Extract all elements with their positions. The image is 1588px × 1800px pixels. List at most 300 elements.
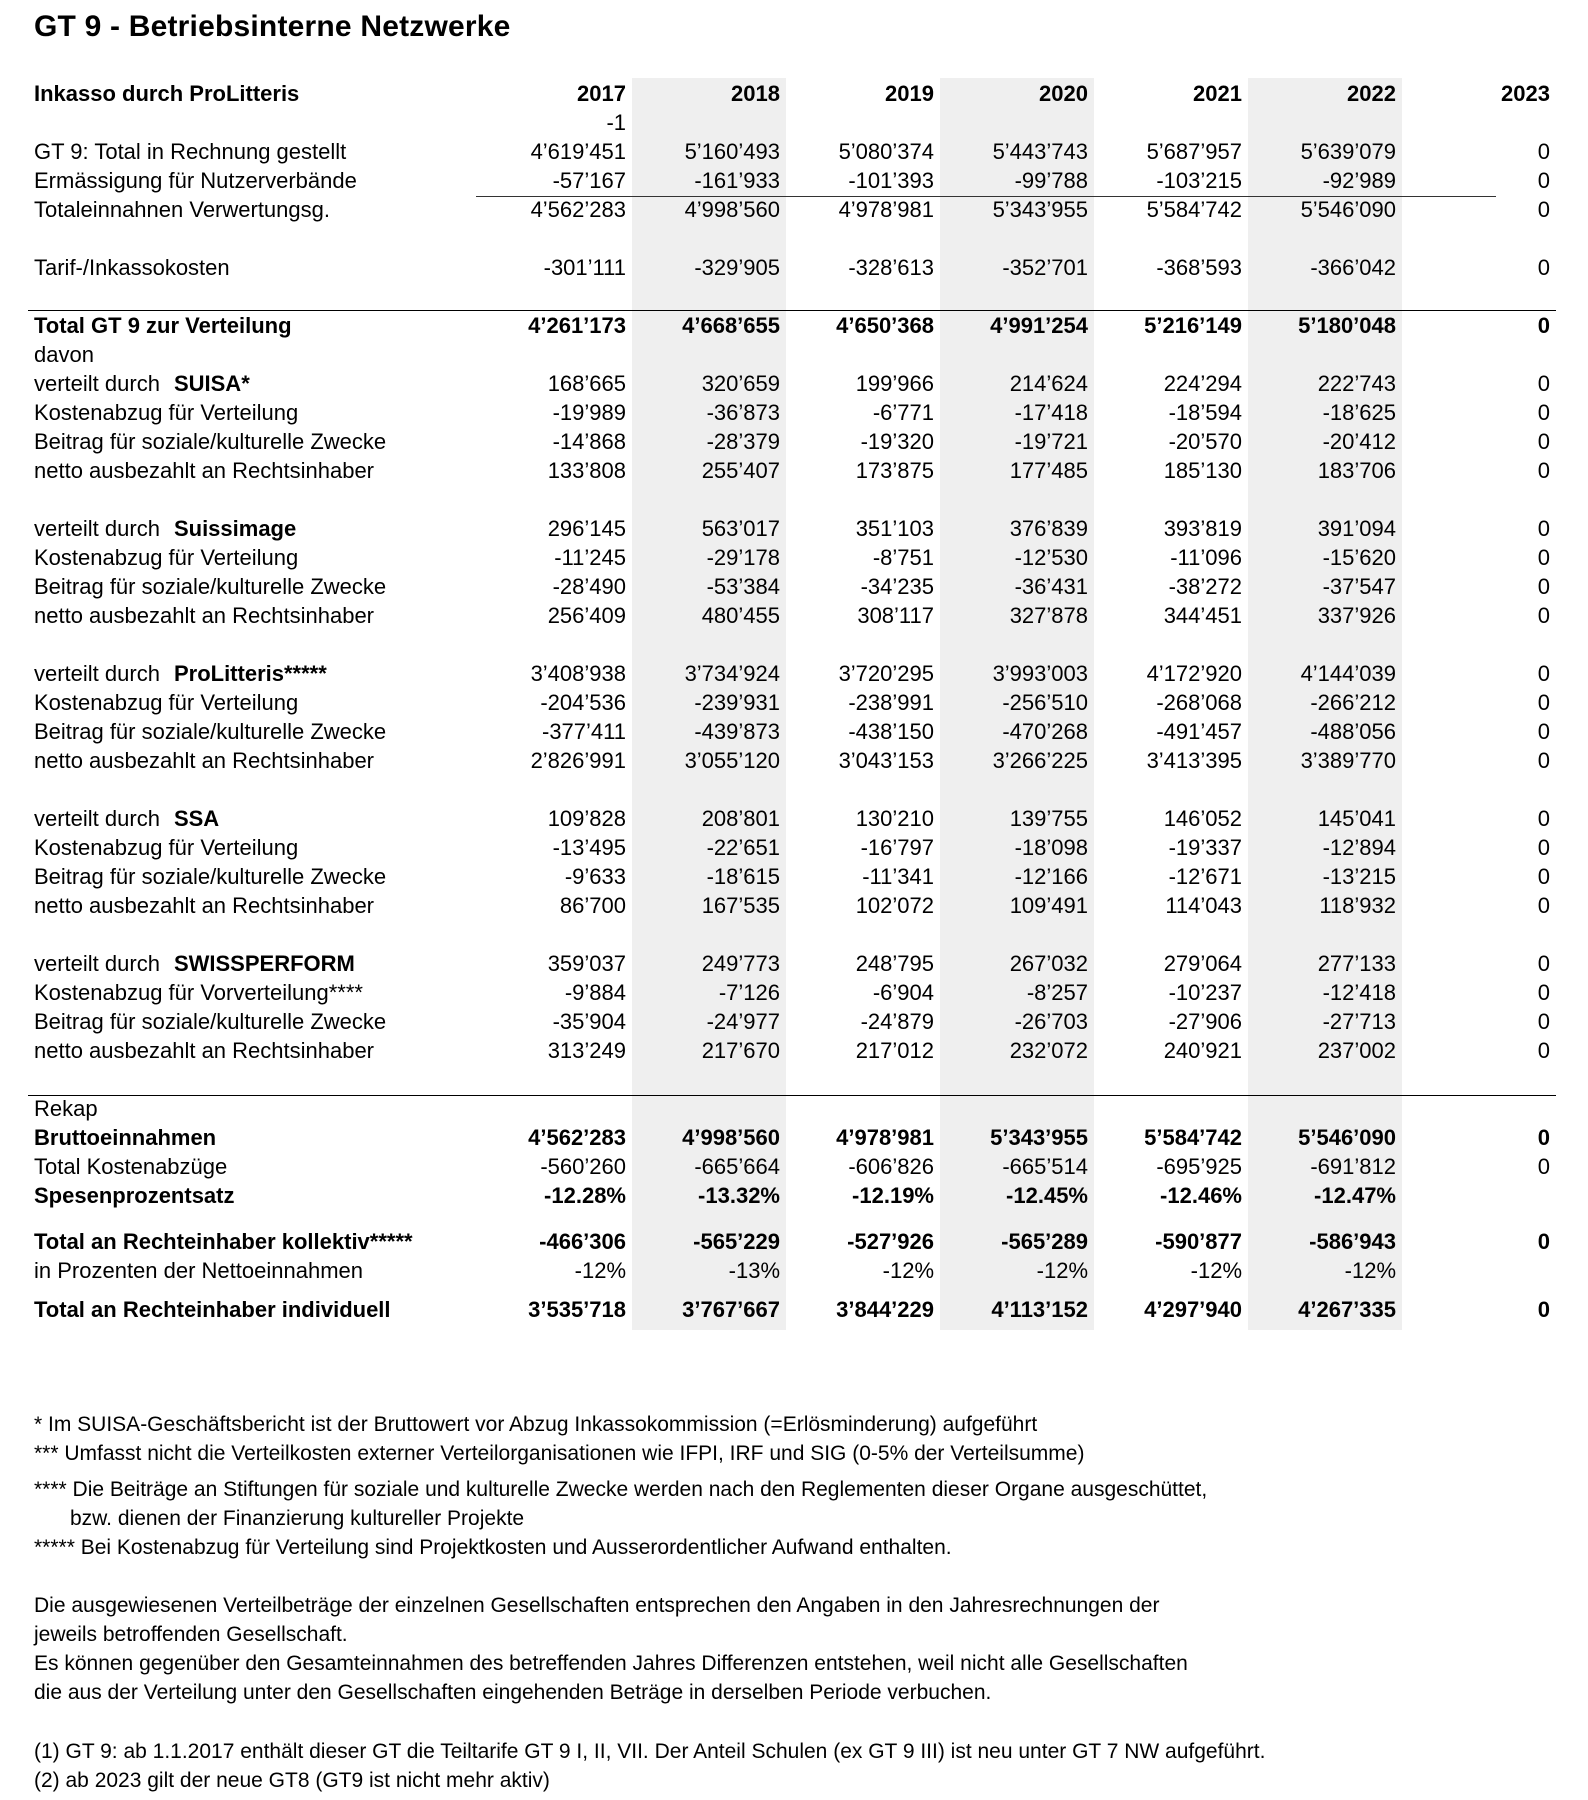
- value-cell: 3’408’938: [530, 661, 626, 686]
- table-row: [0, 891, 1588, 920]
- row-label-text: Beitrag für soziale/kulturelle Zwecke: [34, 719, 387, 744]
- value-cell: 146’052: [1163, 806, 1242, 831]
- table-row: [0, 253, 1588, 282]
- table-row: [0, 978, 1588, 1007]
- value-cell: 3’767’667: [682, 1297, 780, 1322]
- row-label: [34, 804, 219, 833]
- value-cell: 5’443’743: [992, 139, 1088, 164]
- organization-name: Suissimage: [173, 516, 297, 541]
- value-cell: -470’268: [1002, 719, 1088, 744]
- value-cell: 0: [1537, 1125, 1550, 1150]
- table-row: [0, 340, 1588, 369]
- row-label: [34, 543, 298, 572]
- value-cell: 0: [1537, 748, 1550, 773]
- value-cell: -301’111: [543, 255, 626, 280]
- row-label-text: verteilt durch: [34, 951, 160, 976]
- row-label: [34, 833, 298, 862]
- value-cell: 0: [1537, 1297, 1550, 1322]
- value-cell: 102’072: [855, 893, 934, 918]
- row-label-text: in Prozenten der Nettoeinnahmen: [34, 1258, 363, 1283]
- value-cell: 5’687’957: [1146, 139, 1242, 164]
- row-label: [34, 340, 94, 369]
- table-row: [0, 1094, 1588, 1123]
- value-cell: -560’260: [540, 1154, 626, 1179]
- row-label-text: verteilt durch: [34, 371, 160, 396]
- value-cell: 4’562’283: [530, 197, 626, 222]
- value-cell: 0: [1537, 835, 1550, 860]
- table-row: [0, 369, 1588, 398]
- row-label: [34, 862, 386, 891]
- value-cell: 0: [1537, 429, 1550, 454]
- value-cell: -12.28%: [544, 1183, 626, 1208]
- value-cell: -14’868: [552, 429, 626, 454]
- value-cell: -352’701: [1002, 255, 1088, 280]
- row-label-text: netto ausbezahlt an Rechtsinhaber: [34, 748, 375, 773]
- value-cell: -565’229: [693, 1229, 780, 1254]
- value-cell: 256’409: [547, 603, 626, 628]
- value-cell: -256’510: [1002, 690, 1088, 715]
- value-cell: 296’145: [547, 516, 626, 541]
- table-row: [0, 688, 1588, 717]
- section-rule: [28, 1095, 1556, 1096]
- value-cell: 0: [1537, 806, 1550, 831]
- table-row: [0, 746, 1588, 775]
- value-cell: 3’720’295: [838, 661, 934, 686]
- value-cell: -19’320: [860, 429, 934, 454]
- value-cell: 237’002: [1317, 1038, 1396, 1063]
- value-cell: -16’797: [860, 835, 934, 860]
- value-cell: -19’989: [552, 400, 626, 425]
- value-cell: -92’989: [1322, 168, 1396, 193]
- value-cell: 5’639’079: [1300, 139, 1396, 164]
- row-label-text: Kostenabzug für Verteilung: [34, 690, 299, 715]
- footnote-line: Die ausgewiesenen Verteilbeträge der einzelnen Gesellschaften entsprechen den Angaben in den Jahresrechnungen der: [34, 1594, 1160, 1617]
- value-cell: -19’721: [1014, 429, 1088, 454]
- table-row: [0, 543, 1588, 572]
- page-title: GT 9 - Betriebsinterne Netzwerke: [34, 10, 511, 43]
- value-cell: -268’068: [1156, 690, 1242, 715]
- table-row: [0, 456, 1588, 485]
- row-label: [34, 456, 374, 485]
- row-label-text: Tarif-/Inkassokosten: [34, 255, 230, 280]
- row-label-text: Total GT 9 zur Verteilung: [34, 313, 292, 338]
- value-cell: -238’991: [848, 690, 934, 715]
- row-label: [34, 311, 292, 340]
- value-cell: -18’594: [1168, 400, 1242, 425]
- value-cell: 109’491: [1009, 893, 1088, 918]
- value-cell: -12%: [1036, 1258, 1088, 1283]
- row-label-text: Kostenabzug für Verteilung: [34, 545, 299, 570]
- row-label: [34, 1295, 391, 1324]
- value-cell: 5’080’374: [838, 139, 934, 164]
- value-cell: -10’237: [1168, 980, 1242, 1005]
- value-cell: -12’166: [1014, 864, 1088, 889]
- row-label: [34, 891, 374, 920]
- value-cell: -665’664: [694, 1154, 780, 1179]
- value-cell: 337’926: [1317, 603, 1396, 628]
- value-cell: 2’826’991: [530, 748, 626, 773]
- value-cell: 0: [1537, 893, 1550, 918]
- row-label: [34, 717, 386, 746]
- year-header: 2022: [1347, 81, 1396, 106]
- value-cell: -53’384: [706, 574, 780, 599]
- value-cell: 0: [1537, 313, 1550, 338]
- value-cell: 0: [1537, 864, 1550, 889]
- value-cell: -377’411: [542, 719, 626, 744]
- value-cell: -438’150: [848, 719, 934, 744]
- row-label: [34, 1256, 363, 1285]
- table-header: [0, 79, 1588, 108]
- value-cell: -12%: [882, 1258, 934, 1283]
- row-label-text: Total an Rechteinhaber kollektiv*****: [34, 1229, 413, 1254]
- value-cell: 0: [1537, 719, 1550, 744]
- footnote-line: * Im SUISA-Geschäftsbericht ist der Bruttowert vor Abzug Inkassokommission (=Erlösminderung) aufgeführt: [34, 1413, 1038, 1436]
- value-cell: 168’665: [547, 371, 626, 396]
- value-cell: -19’337: [1168, 835, 1242, 860]
- value-cell: 249’773: [701, 951, 780, 976]
- table-row: [0, 1007, 1588, 1036]
- value-cell: 5’343’955: [992, 197, 1088, 222]
- value-cell: -35’904: [552, 1009, 626, 1034]
- value-cell: 3’535’718: [528, 1297, 626, 1322]
- value-cell: 3’844’229: [836, 1297, 934, 1322]
- value-cell: -695’925: [1156, 1154, 1242, 1179]
- value-cell: 0: [1537, 574, 1550, 599]
- table-row: [0, 1256, 1588, 1285]
- value-cell: -266’212: [1310, 690, 1396, 715]
- value-cell: -12’894: [1322, 835, 1396, 860]
- value-cell: 5’180’048: [1298, 313, 1396, 338]
- row-label: [34, 688, 298, 717]
- value-cell: -12.47%: [1314, 1183, 1396, 1208]
- value-cell: -20’570: [1168, 429, 1242, 454]
- row-label-text: Kostenabzug für Verteilung: [34, 835, 299, 860]
- value-cell: -18’615: [706, 864, 780, 889]
- organization-name: SSA: [173, 806, 220, 831]
- value-cell: -12’418: [1322, 980, 1396, 1005]
- value-cell: -161’933: [694, 168, 780, 193]
- value-cell: 0: [1537, 371, 1550, 396]
- value-cell: -665’514: [1002, 1154, 1088, 1179]
- footnote-line: **** Die Beiträge an Stiftungen für soziale und kulturelle Zwecke werden nach den Reglementen dieser Organe ausgeschüttet,: [34, 1478, 1208, 1501]
- value-cell: -239’931: [694, 690, 780, 715]
- value-cell: 217’670: [701, 1038, 780, 1063]
- value-cell: -9’884: [564, 980, 626, 1005]
- value-cell: -99’788: [1014, 168, 1088, 193]
- value-cell: -11’096: [1170, 545, 1242, 570]
- value-cell: 109’828: [547, 806, 626, 831]
- table-row: [0, 311, 1588, 340]
- row-label-text: GT 9: Total in Rechnung gestellt: [34, 139, 347, 164]
- value-cell: 351’103: [855, 516, 934, 541]
- value-cell: 199’966: [855, 371, 934, 396]
- value-cell: -488’056: [1310, 719, 1396, 744]
- value-cell: -11’245: [554, 545, 626, 570]
- value-cell: 4’267’335: [1298, 1297, 1396, 1322]
- table-row: [0, 1227, 1588, 1256]
- value-cell: -13’495: [552, 835, 626, 860]
- value-cell: -15’620: [1322, 545, 1396, 570]
- value-cell: -8’751: [872, 545, 934, 570]
- value-cell: -586’943: [1309, 1229, 1396, 1254]
- value-cell: 5’546’090: [1300, 197, 1396, 222]
- value-cell: 4’172’920: [1146, 661, 1242, 686]
- value-cell: 222’743: [1317, 371, 1396, 396]
- table-row: [0, 717, 1588, 746]
- row-label-text: Rekap: [34, 1096, 98, 1121]
- table-row: [0, 1036, 1588, 1065]
- value-cell: -13%: [728, 1258, 780, 1283]
- value-cell: -29’178: [706, 545, 780, 570]
- value-cell: -34’235: [860, 574, 934, 599]
- row-label: [34, 1152, 227, 1181]
- year-header: 2020: [1039, 81, 1088, 106]
- value-cell: 217’012: [855, 1038, 934, 1063]
- value-cell: -38’272: [1168, 574, 1242, 599]
- table-row: [0, 195, 1588, 224]
- year-header: 2023: [1501, 81, 1550, 106]
- row-label-text: Total an Rechteinhaber individuell: [34, 1297, 391, 1322]
- table-row: [0, 166, 1588, 195]
- footnote-line: ***** Bei Kostenabzug für Verteilung sind Projektkosten und Ausserordentlicher Aufwand enthalten.: [34, 1536, 952, 1559]
- value-cell: -36’431: [1014, 574, 1088, 599]
- value-cell: -13.32%: [698, 1183, 780, 1208]
- row-label: [34, 746, 374, 775]
- value-cell: 327’878: [1009, 603, 1088, 628]
- table-row: [0, 949, 1588, 978]
- footnote-line: jeweils betroffenden Gesellschaft.: [34, 1623, 348, 1646]
- table-row: [0, 833, 1588, 862]
- value-cell: 4’991’254: [990, 313, 1088, 338]
- value-cell: -9’633: [564, 864, 626, 889]
- value-cell: -18’625: [1322, 400, 1396, 425]
- value-cell: -26’703: [1014, 1009, 1088, 1034]
- value-cell: 3’389’770: [1300, 748, 1396, 773]
- footnote-line: bzw. dienen der Finanzierung kultureller Projekte: [70, 1507, 525, 1530]
- row-label-text: netto ausbezahlt an Rechtsinhaber: [34, 458, 375, 483]
- value-cell: -329’905: [694, 255, 780, 280]
- value-cell: -12’530: [1014, 545, 1088, 570]
- row-label: [34, 1181, 235, 1210]
- value-cell: -12.45%: [1006, 1183, 1088, 1208]
- footnote-line: (2) ab 2023 gilt der neue GT8 (GT9 ist nicht mehr aktiv): [34, 1769, 550, 1792]
- value-cell: -18’098: [1014, 835, 1088, 860]
- value-cell: 5’216’149: [1144, 313, 1242, 338]
- row-label: [34, 1123, 216, 1152]
- row-label: [34, 659, 327, 688]
- value-cell: 118’932: [1319, 893, 1396, 918]
- row-label-text: Totaleinnahnen Verwertungsg.: [34, 197, 330, 222]
- table-row: [0, 514, 1588, 543]
- value-cell: 3’055’120: [684, 748, 780, 773]
- value-cell: -6’904: [872, 980, 934, 1005]
- year-note: -1: [606, 110, 626, 135]
- value-cell: 5’343’955: [990, 1125, 1088, 1150]
- footnote-line: (1) GT 9: ab 1.1.2017 enthält dieser GT die Teiltarife GT 9 I, II, VII. Der Anteil Schulen (ex GT 9 III) ist neu unter GT 7 NW aufgeführt.: [34, 1740, 1266, 1763]
- value-cell: -28’490: [552, 574, 626, 599]
- row-label-text: netto ausbezahlt an Rechtsinhaber: [34, 603, 375, 628]
- value-cell: 563’017: [701, 516, 780, 541]
- value-cell: 5’160’493: [684, 139, 780, 164]
- table-row: [0, 398, 1588, 427]
- row-label: [34, 1094, 98, 1123]
- row-label: [34, 253, 230, 282]
- value-cell: 4’998’560: [682, 1125, 780, 1150]
- year-header: 2018: [731, 81, 780, 106]
- value-cell: 0: [1537, 980, 1550, 1005]
- table-row: [0, 1181, 1588, 1210]
- value-cell: 114’043: [1165, 893, 1242, 918]
- row-label: [34, 137, 346, 166]
- value-cell: 0: [1537, 400, 1550, 425]
- year-header: 2017: [577, 81, 626, 106]
- value-cell: -13’215: [1322, 864, 1396, 889]
- value-cell: -8’257: [1026, 980, 1088, 1005]
- row-label: [34, 1227, 413, 1256]
- value-cell: 0: [1537, 1038, 1550, 1063]
- value-cell: 5’584’742: [1144, 1125, 1242, 1150]
- value-cell: -368’593: [1156, 255, 1242, 280]
- section-rule: [28, 310, 1556, 311]
- table-row: [0, 427, 1588, 456]
- table-row: [0, 572, 1588, 601]
- value-cell: 224’294: [1163, 371, 1242, 396]
- value-cell: 4’668’655: [682, 313, 780, 338]
- value-cell: -606’826: [848, 1154, 934, 1179]
- value-cell: 0: [1537, 603, 1550, 628]
- value-cell: 3’993’003: [992, 661, 1088, 686]
- value-cell: 279’064: [1163, 951, 1242, 976]
- value-cell: 277’133: [1317, 951, 1396, 976]
- row-label: [34, 1007, 386, 1036]
- value-cell: 267’032: [1009, 951, 1088, 976]
- value-cell: -466’306: [539, 1229, 626, 1254]
- value-cell: 208’801: [701, 806, 780, 831]
- value-cell: -57’167: [552, 168, 626, 193]
- value-cell: 240’921: [1163, 1038, 1242, 1063]
- value-cell: 232’072: [1009, 1038, 1088, 1063]
- value-cell: 4’113’152: [991, 1297, 1088, 1322]
- value-cell: 248’795: [855, 951, 934, 976]
- row-label: [34, 195, 330, 224]
- table-row: [0, 659, 1588, 688]
- value-cell: 167’535: [701, 893, 780, 918]
- sum-rule: [476, 196, 1496, 197]
- value-cell: 0: [1537, 1229, 1550, 1254]
- row-label: [34, 572, 386, 601]
- value-cell: 4’562’283: [528, 1125, 626, 1150]
- value-cell: 4’297’940: [1144, 1297, 1242, 1322]
- value-cell: -491’457: [1156, 719, 1242, 744]
- value-cell: -565’289: [1001, 1229, 1088, 1254]
- value-cell: -204’536: [540, 690, 626, 715]
- year-header: 2019: [885, 81, 934, 106]
- value-cell: 173’875: [855, 458, 934, 483]
- value-cell: 393’819: [1163, 516, 1242, 541]
- row-label-text: Bruttoeinnahmen: [34, 1125, 217, 1150]
- row-label-text: Beitrag für soziale/kulturelle Zwecke: [34, 1009, 387, 1034]
- value-cell: -28’379: [706, 429, 780, 454]
- year-header: 2021: [1193, 81, 1242, 106]
- row-label: [34, 514, 296, 543]
- value-cell: 0: [1537, 690, 1550, 715]
- organization-name: SWISSPERFORM: [173, 951, 355, 976]
- value-cell: -24’977: [706, 1009, 780, 1034]
- value-cell: -12%: [1190, 1258, 1242, 1283]
- value-cell: 308’117: [857, 603, 934, 628]
- row-label-text: verteilt durch: [34, 806, 160, 831]
- row-label-text: davon: [34, 342, 94, 367]
- value-cell: 145’041: [1317, 806, 1396, 831]
- value-cell: 0: [1537, 458, 1550, 483]
- row-label-text: Ermässigung für Nutzerverbände: [34, 168, 357, 193]
- value-cell: 4’144’039: [1300, 661, 1396, 686]
- value-cell: 480’455: [701, 603, 780, 628]
- value-cell: -36’873: [706, 400, 780, 425]
- value-cell: 0: [1537, 951, 1550, 976]
- value-cell: 4’650’368: [836, 313, 934, 338]
- value-cell: 391’094: [1317, 516, 1396, 541]
- organization-name: SUISA*: [173, 371, 250, 396]
- table-row: [0, 1295, 1588, 1324]
- table-row: [0, 137, 1588, 166]
- value-cell: -27’713: [1322, 1009, 1396, 1034]
- table-row: [0, 804, 1588, 833]
- value-cell: 86’700: [559, 893, 626, 918]
- value-cell: -103’215: [1156, 168, 1242, 193]
- value-cell: -27’906: [1168, 1009, 1242, 1034]
- row-label-text: Beitrag für soziale/kulturelle Zwecke: [34, 864, 387, 889]
- value-cell: 133’808: [547, 458, 626, 483]
- row-label-text: verteilt durch: [34, 516, 160, 541]
- value-cell: -12%: [574, 1258, 626, 1283]
- value-cell: -7’126: [718, 980, 780, 1005]
- value-cell: -12%: [1344, 1258, 1396, 1283]
- footnote-line: Es können gegenüber den Gesamteinnahmen des betreffenden Jahres Differenzen entstehen, weil nicht alle Gesellschaften: [34, 1652, 1188, 1675]
- value-cell: 320’659: [701, 371, 780, 396]
- value-cell: 0: [1537, 1154, 1550, 1179]
- organization-name: ProLitteris*****: [173, 661, 327, 686]
- value-cell: 3’043’153: [838, 748, 934, 773]
- value-cell: -101’393: [848, 168, 934, 193]
- value-cell: 359’037: [547, 951, 626, 976]
- row-label: [34, 427, 386, 456]
- row-label: [34, 978, 363, 1007]
- table-row: [0, 601, 1588, 630]
- row-label-text: Kostenabzug für Vorverteilung****: [34, 980, 363, 1005]
- value-cell: 4’978’981: [836, 1125, 934, 1150]
- row-label-text: Spesenprozentsatz: [34, 1183, 235, 1208]
- value-cell: 4’978’981: [838, 197, 934, 222]
- table-row: [0, 1123, 1588, 1152]
- value-cell: 3’413’395: [1146, 748, 1242, 773]
- value-cell: 0: [1537, 545, 1550, 570]
- row-label-text: Beitrag für soziale/kulturelle Zwecke: [34, 429, 387, 454]
- value-cell: 376’839: [1009, 516, 1088, 541]
- value-cell: -11’341: [862, 864, 934, 889]
- value-cell: 5’584’742: [1146, 197, 1242, 222]
- value-cell: 313’249: [547, 1038, 626, 1063]
- row-label: [34, 601, 374, 630]
- row-label-text: Beitrag für soziale/kulturelle Zwecke: [34, 574, 387, 599]
- value-cell: 0: [1537, 1009, 1550, 1034]
- footnote-line: *** Umfasst nicht die Verteilkosten externer Verteilorganisationen wie IFPI, IRF und SIG (0-5% der Verteilsumme): [34, 1442, 1085, 1465]
- row-label: [34, 369, 250, 398]
- value-cell: 0: [1537, 168, 1550, 193]
- value-cell: 0: [1537, 255, 1550, 280]
- value-cell: -17’418: [1014, 400, 1088, 425]
- value-cell: 0: [1537, 516, 1550, 541]
